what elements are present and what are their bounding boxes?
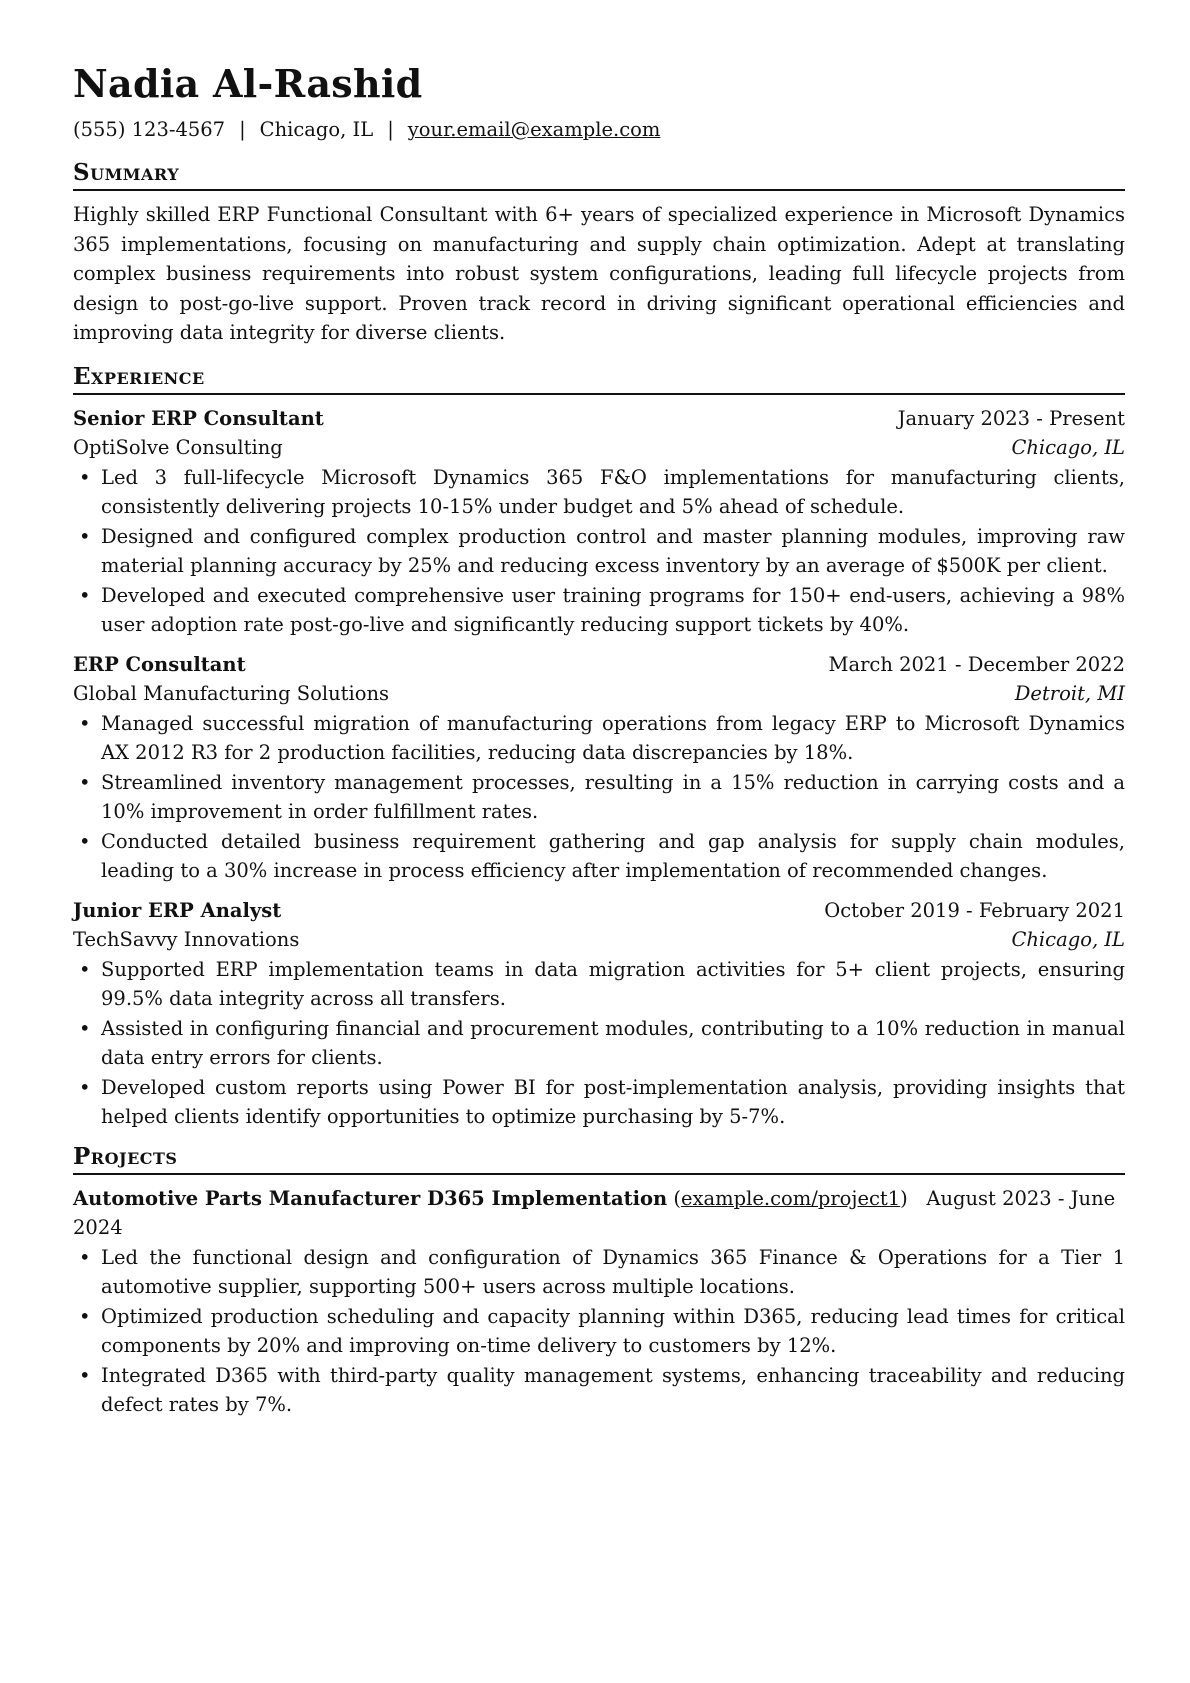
- project-header: Automotive Parts Manufacturer D365 Implementation (example.com/project1) August 2023 - June 2024: [73, 1186, 1116, 1239]
- job-bullets: [73, 955, 1125, 1132]
- bullet-item: • Supported ERP implementation teams in data migration activities for 5+ client projects, ensuring 99.5% data integrity across all transfers.: [101, 955, 1125, 1014]
- summary-text: Highly skilled ERP Functional Consultant with 6+ years of specialized experience in Microsoft Dynamics 365 implementations, focusing on manufacturing and supply chain optimization. Adept at translating complex business requirements into robust system configurations, leading full lifecycle projects from design to post-go-live support. Proven track record in driving significant operational efficiencies and improving data integrity for diverse clients.: [73, 203, 1125, 344]
- job-title: Senior ERP Consultant: [73, 406, 324, 430]
- contact-line: [73, 116, 1125, 144]
- company-name: Global Manufacturing Solutions: [73, 682, 390, 705]
- email-link[interactable]: your.email@example.com: [407, 118, 661, 141]
- project-name: Automotive Parts Manufacturer D365 Implementation: [73, 1186, 668, 1210]
- job-dates: March 2021 - December 2022: [828, 652, 1125, 676]
- bullet-item: • Streamlined inventory management processes, resulting in a 15% reduction in carrying costs and a 10% improvement in order fulfillment rates.: [101, 768, 1125, 827]
- projects-section: [73, 1142, 1125, 1420]
- job-header: [73, 896, 1125, 926]
- bullet-item: • Led the functional design and configuration of Dynamics 365 Finance & Operations for a Tier 1 automotive supplier, supporting 500+ users across multiple locations.: [101, 1243, 1125, 1302]
- section-heading-summary: Summary: [73, 158, 1125, 191]
- job-subheader: [73, 925, 1125, 955]
- bullet-item: • Optimized production scheduling and capacity planning within D365, reducing lead times for critical components by 20% and improving on-time delivery to customers by 12%.: [101, 1302, 1125, 1361]
- bullet-item: • Assisted in configuring financial and procurement modules, contributing to a 10% reduction in manual data entry errors for clients.: [101, 1014, 1125, 1073]
- job-title: ERP Consultant: [73, 652, 246, 676]
- resume-page: [73, 60, 1125, 1430]
- summary-section: [73, 158, 1125, 348]
- section-heading-experience: Experience: [73, 362, 1125, 395]
- job-location: Chicago, IL: [1011, 436, 1125, 459]
- job-location: Detroit, MI: [1014, 682, 1125, 705]
- bullet-item: • Conducted detailed business requirement gathering and gap analysis for supply chain modules, leading to a 30% increase in process efficiency after implementation of recommended changes.: [101, 827, 1125, 886]
- project-bullets: [73, 1243, 1125, 1420]
- bullet-item: • Developed and executed comprehensive user training programs for 150+ end-users, achieving a 98% user adoption rate post-go-live and significantly reducing support tickets by 40%.: [101, 581, 1125, 640]
- job-subheader: [73, 433, 1125, 463]
- job-title: Junior ERP Analyst: [73, 898, 282, 922]
- job-header: [73, 404, 1125, 434]
- location-text: Chicago, IL: [259, 118, 374, 141]
- contact-separator: |: [239, 118, 246, 141]
- job-header: [73, 650, 1125, 680]
- job-subheader: [73, 679, 1125, 709]
- experience-section: [73, 362, 1125, 1132]
- job-dates: October 2019 - February 2021: [824, 898, 1125, 922]
- job-entry: [73, 896, 1125, 1132]
- bullet-item: • Integrated D365 with third-party quality management systems, enhancing traceability and reducing defect rates by 7%.: [101, 1361, 1125, 1420]
- job-entry: [73, 404, 1125, 640]
- job-bullets: [73, 463, 1125, 640]
- contact-separator: |: [387, 118, 394, 141]
- project-dates: August 2023 - June 2024: [73, 1186, 1116, 1239]
- bullet-item: • Developed custom reports using Power BI for post-implementation analysis, providing insights that helped clients identify opportunities to optimize purchasing by 5-7%.: [101, 1073, 1125, 1132]
- candidate-name: Nadia Al-Rashid: [73, 61, 423, 106]
- phone-number: (555) 123-4567: [73, 118, 226, 141]
- project-link[interactable]: example.com/project1: [681, 1186, 901, 1210]
- project-entry: [73, 1184, 1125, 1420]
- job-entry: [73, 650, 1125, 886]
- company-name: TechSavvy Innovations: [73, 928, 300, 951]
- bullet-item: • Led 3 full-lifecycle Microsoft Dynamics 365 F&O implementations for manufacturing clients, consistently delivering projects 10-15% under budget and 5% ahead of schedule.: [101, 463, 1125, 522]
- job-bullets: [73, 709, 1125, 886]
- company-name: OptiSolve Consulting: [73, 436, 283, 459]
- bullet-item: • Designed and configured complex production control and master planning modules, improving raw material planning accuracy by 25% and reducing excess inventory by an average of $500K per client.: [101, 522, 1125, 581]
- job-dates: January 2023 - Present: [897, 406, 1125, 430]
- job-location: Chicago, IL: [1011, 928, 1125, 951]
- bullet-item: • Managed successful migration of manufacturing operations from legacy ERP to Microsoft Dynamics AX 2012 R3 for 2 production facilities, reducing data discrepancies by 18%.: [101, 709, 1125, 768]
- section-heading-projects: Projects: [73, 1142, 1125, 1175]
